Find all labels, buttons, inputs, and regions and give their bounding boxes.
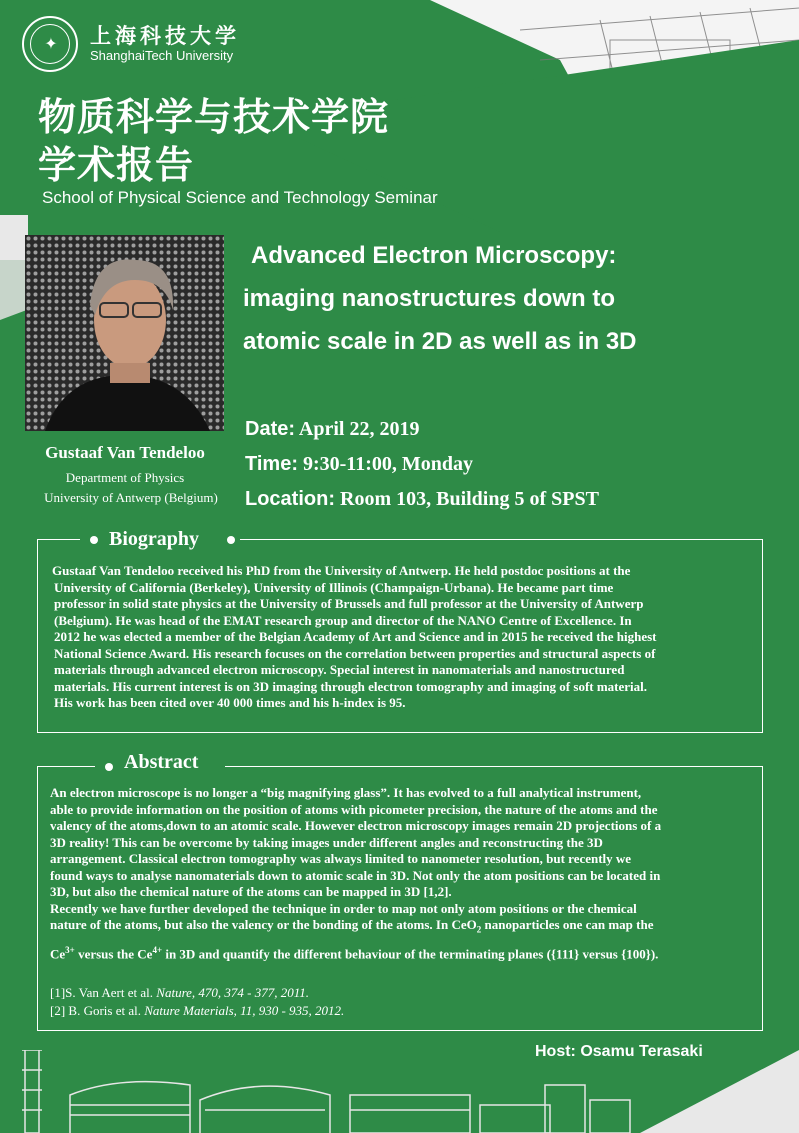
abstract-line: 3D, but also the chemical nature of the atoms can be mapped in 3D [1,2].: [50, 884, 452, 899]
school-title-cn: 物质科学与技术学院: [38, 97, 390, 139]
abstract-line: valency of the atoms,down to an atomic scale. However electron microscopy images remain 2D projections of a: [50, 818, 662, 833]
abstract-line: nature of the atoms, but also the valency or the bonding of the atoms. In CeO$_2$ nanoparticles one can map the: [50, 917, 654, 935]
speaker-department: Department of Physics: [65, 470, 185, 485]
abstract-text: [50, 785, 762, 917]
university-logo: [22, 16, 78, 72]
abstract-line: Recently we have further developed the technique in order to map not only atom positions or the chemical: [50, 900, 637, 916]
biography-line: His work has been cited over 40 000 times and his h-index is 95.: [54, 695, 406, 710]
bullet-icon: [90, 536, 98, 544]
speaker-affiliation: University of Antwerp (Belgium): [44, 490, 218, 505]
reference-1: [1]S. Van Aert et al. Nature, 470, 374 - 377, 2011.: [50, 985, 310, 1000]
biography-line: National Science Award. His research focuses on the correlation between properties and structural aspects of: [54, 645, 656, 661]
seminar-title-cn: 学术报告: [38, 145, 195, 187]
time-label: Time:: [245, 453, 298, 475]
biography-line: professor in solid state physics at the University of Brussels and full professor at the University of Antwerp: [54, 596, 644, 611]
biography-text: [52, 563, 757, 712]
bullet-icon: [227, 536, 235, 544]
logo-emblem-icon: ✦: [44, 36, 58, 53]
abstract-line: 3D reality! This can be overcome by taking images under different angles and reconstructing the 3D: [50, 834, 603, 850]
biography-heading: Biography: [109, 528, 200, 550]
abstract-line: $Ce^{3+}$ versus the $Ce^{4+}$ in 3D and quantify the different behaviour of the terminating planes ({111} versus {100}).: [50, 945, 659, 962]
biography-line: materials. His current interest is on 3D imaging through electron tomography and imaging of soft material.: [54, 678, 648, 694]
abstract-line: able to provide information on the position of atoms with picometer precision, the nature of the atoms and the: [50, 801, 658, 817]
date-label: Date:: [245, 418, 296, 440]
university-name-en: ShanghaiTech University: [90, 48, 234, 63]
talk-title-line: imaging nanostructures down to: [243, 285, 616, 312]
speaker-name: Gustaaf Van Tendeloo: [45, 443, 205, 462]
bullet-icon: [105, 763, 113, 771]
talk-title-line: atomic scale in 2D as well as in 3D: [243, 328, 637, 355]
talk-title-line: Advanced Electron Microscopy:: [251, 242, 617, 269]
location-value: Room 103, Building 5 of SPST: [340, 488, 599, 510]
talk-title: [243, 234, 783, 363]
biography-line: 2012 he was elected a member of the Belgian Academy of Art and Science and in 2015 he received the highest: [54, 629, 657, 644]
date-value: April 22, 2019: [298, 418, 420, 440]
campus-skyline: [0, 1050, 799, 1133]
university-name-cn: 上海科技大学: [90, 24, 240, 48]
abstract-line: found ways to analyse nanomaterials down to atomic scale in 3D. Not only the atom positions can be located in: [50, 867, 661, 883]
time-value: 9:30-11:00, Monday: [302, 453, 473, 475]
biography-line: University of California (Berkeley), University of Illinois (Champaign-Urbana). He became part time: [54, 579, 614, 595]
location-label: Location:: [245, 488, 335, 510]
biography-line: (Belgium). He was head of the EMAT research group and director of the NANO Centre of Excellence. In: [54, 612, 632, 628]
speaker-photo: [25, 235, 224, 431]
biography-line: materials through advanced electron microscopy. Special interest in nanomaterials and nanostructured: [54, 662, 625, 677]
abstract-heading: Abstract: [124, 751, 199, 773]
seminar-title-en: School of Physical Science and Technology Seminar: [42, 188, 438, 207]
talk-location: [245, 488, 599, 511]
abstract-line: An electron microscope is no longer a “big magnifying glass”. It has evolved to a full analytical instrument,: [50, 785, 642, 800]
talk-date: [245, 418, 419, 441]
abstract-line: arrangement. Classical electron tomography was always limited to nanometer resolution, but recently we: [50, 851, 632, 866]
biography-line: Gustaaf Van Tendeloo received his PhD from the University of Antwerp. He held postdoc positions at the: [52, 563, 631, 578]
host-name: Host: Osamu Terasaki: [535, 1043, 703, 1060]
reference-2: [2] B. Goris et al. Nature Materials, 11, 930 - 935, 2012.: [50, 1003, 345, 1018]
talk-time: [245, 453, 473, 476]
